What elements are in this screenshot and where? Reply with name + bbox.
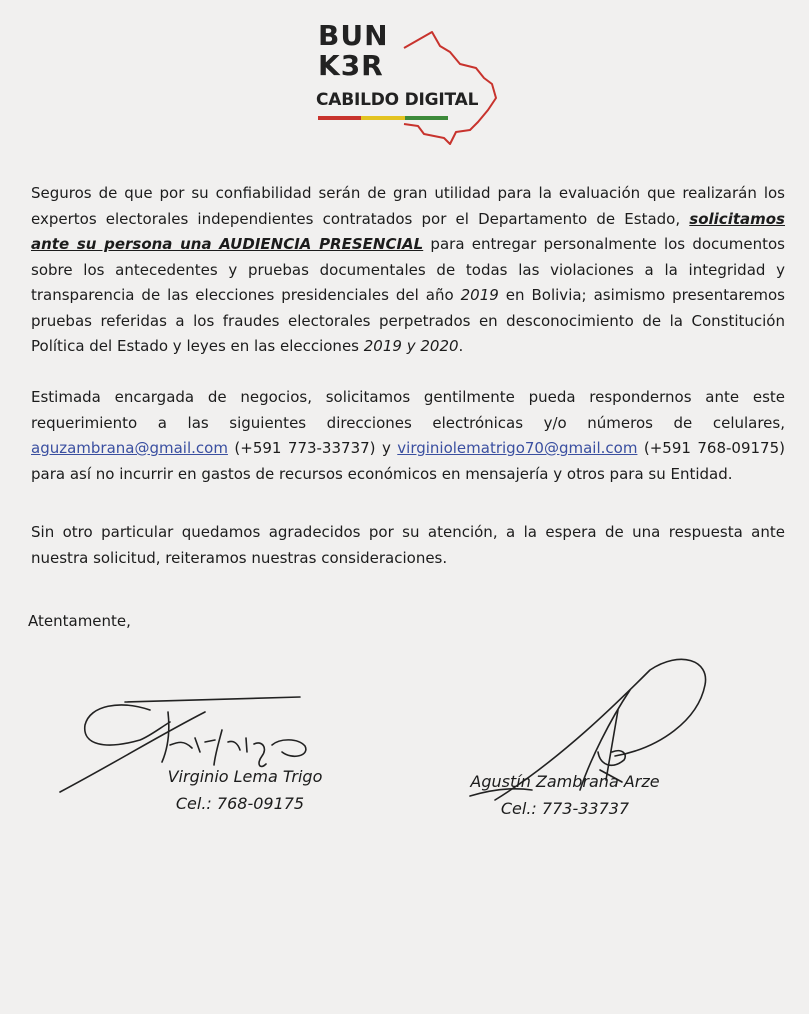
signatory-phone: Cel.: 773-33737: [500, 799, 630, 818]
paragraph-contact-request: [31, 385, 785, 487]
p2-text-a: Estimada encargada de negocios, solicitamos gentilmente pueda respondernos ante este requerimiento a las siguientes direcciones electrónicas y/o números de celulares,: [31, 388, 785, 432]
signatory-phone: Cel.: 768-09175: [175, 794, 305, 813]
p1-text-b: para entregar personalmente los documentos sobre los antecedentes y pruebas documentales de todas las violaciones a la integridad y transparencia de las elecciones presidenciales del año: [31, 235, 785, 304]
p1-year: 2019: [460, 286, 499, 304]
p2-text-b: (+591 773-33737) y: [227, 439, 398, 457]
signatory-virginio: [135, 765, 355, 817]
stripe-red: [318, 116, 361, 120]
signatory-name: Agustín Zambrana Arze: [470, 772, 660, 791]
email-link-virginio[interactable]: virginiolematrigo70@gmail.com: [397, 439, 638, 457]
p1-text-a: Seguros de que por su confiabilidad serán de gran utilidad para la evaluación que realizarán los expertos electorales independientes contratados por el Departamento de Estado,: [31, 184, 785, 228]
paragraph-audience-request: [31, 181, 785, 360]
p1-years: 2019 y 2020: [363, 337, 459, 355]
logo-tricolor-stripe: [318, 116, 448, 120]
signatory-name: Virginio Lema Trigo: [167, 767, 323, 786]
stripe-yellow: [361, 116, 404, 120]
p1-emphasis: solicitamos ante su persona una AUDIENCIA PRESENCIAL: [31, 209, 785, 253]
stripe-green: [405, 116, 448, 120]
signatory-agustin: [445, 770, 685, 822]
logo-line-1: BUN: [318, 19, 389, 52]
p1-text-c: en Bolivia; asimismo presentaremos pruebas referidas a los fraudes electorales perpetrados en desconocimiento de la Constitución Política del Estado y leyes en las elecciones: [31, 286, 785, 355]
email-link-agustin[interactable]: aguzambrana@gmail.com: [31, 439, 228, 457]
logo-subtitle: CABILDO DIGITAL: [316, 90, 479, 110]
p2-text-c: (+591 768-09175) para así no incurrir en gastos de recursos económicos en mensajería y otros para su Entidad.: [31, 439, 785, 483]
logo-line-2: K3R: [318, 49, 384, 82]
bunk3r-logo: [300, 18, 510, 148]
paragraph-thanks: Sin otro particular quedamos agradecidos por su atención, a la espera de una respuesta ante nuestra solicitud, reiteramos nuestras consideraciones.: [31, 523, 785, 567]
closing-salutation: Atentamente,: [28, 612, 131, 630]
p1-end: .: [458, 337, 464, 355]
